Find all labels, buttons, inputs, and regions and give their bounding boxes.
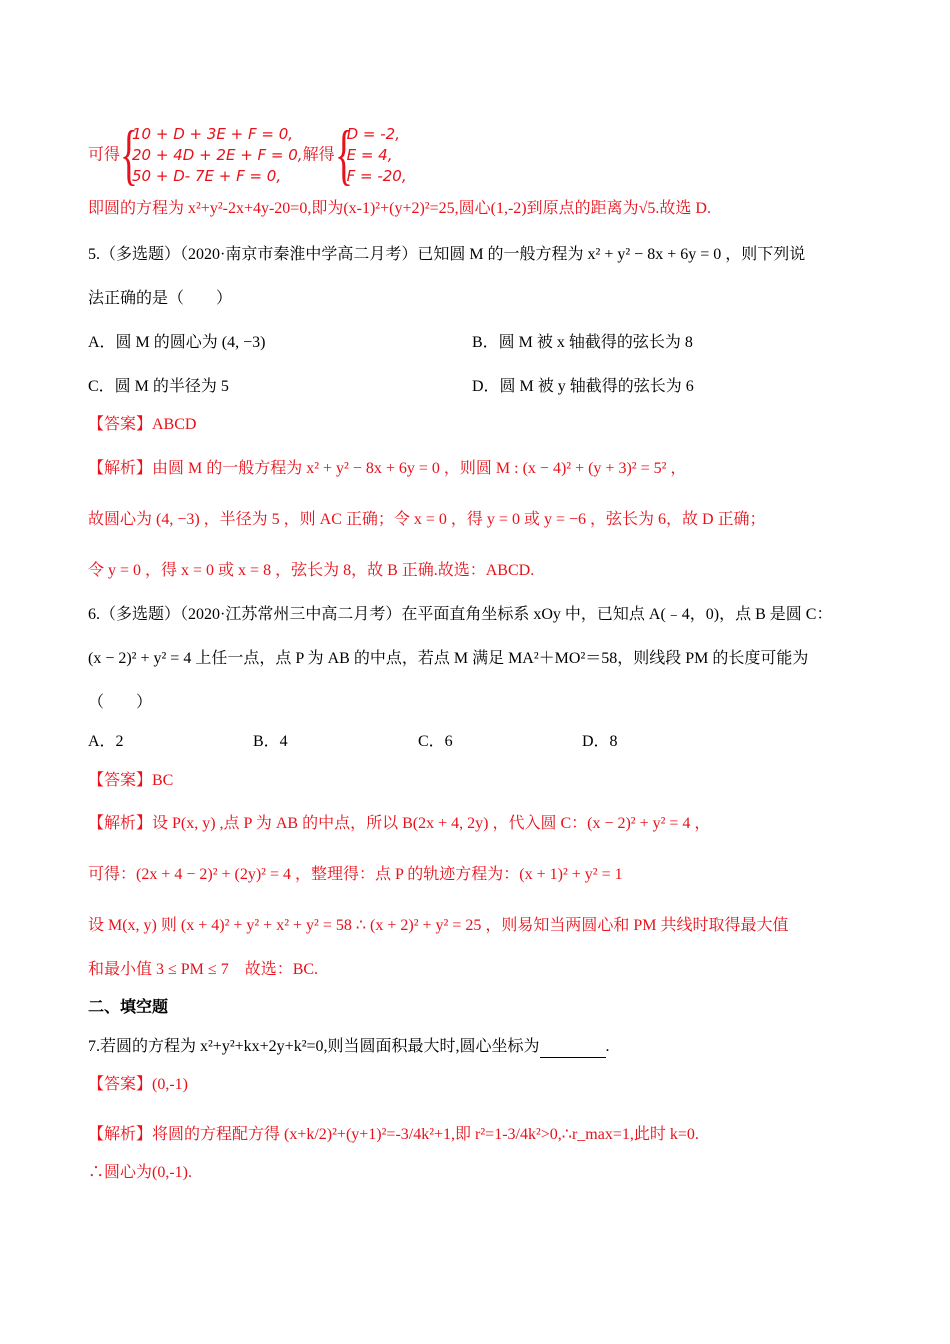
q7-stem: 7.若圆的方程为 x²+y²+kx+2y+k²=0,则当圆面积最大时,圆心坐标为 (88, 1038, 540, 1055)
q7-answer-blank (540, 1041, 606, 1058)
q6-answer: 【答案】BC (88, 772, 174, 789)
system-solution-line (88, 116, 407, 192)
solution-system: { D = -2, E = 4, F = -20, (334, 116, 407, 192)
q6-stem-line-3: （ ） (88, 694, 153, 711)
q5-option-c: C．圆 M 的半径为 5 (88, 378, 229, 395)
sys-sol-3: F = -20, (346, 167, 407, 185)
sys-sol-1: D = -2, (346, 125, 400, 143)
q6-option-d: D．8 (582, 733, 618, 750)
q6-analysis-1: 【解析】设 P(x, y) ,点 P 为 AB 的中点，所以 B(2x + 4, 2y) ，代入圆 C：(x − 2)² + y² = 4 ， (88, 815, 711, 832)
q5-answer: 【答案】ABCD (88, 416, 197, 433)
q5-stem-line-1: 5.（多选题）（2020·南京市秦淮中学高二月考）已知圆 M 的一般方程为 x² + y² − 8x + 6y = 0 ，则下列说 (88, 246, 806, 263)
q5-stem-line-2: 法正确的是（ ） (88, 290, 233, 307)
sys-sol-2: E = 4, (346, 146, 393, 164)
q4-conclusion: 即圆的方程为 x²+y²-2x+4y-20=0,即为(x-1)²+(y+2)²=25,圆心(1,-2)到原点的距离为√5.故选 D. (88, 200, 711, 217)
q5-option-b: B．圆 M 被 x 轴截得的弦长为 8 (472, 334, 693, 351)
q5-analysis-1: 【解析】由圆 M 的一般方程为 x² + y² − 8x + 6y = 0 ，则圆 M : (x − 4)² + (y + 3)² = 5² ， (88, 460, 687, 477)
q5-option-d: D．圆 M 被 y 轴截得的弦长为 6 (472, 378, 694, 395)
sys-prefix: 可得 (88, 146, 121, 164)
q7-analysis-1: 【解析】将圆的方程配方得 (x+k/2)²+(y+1)²=-3/4k²+1,即 r²=1-3/4k²>0,∴r_max=1,此时 k=0. (88, 1126, 699, 1143)
q6-stem-line-1: 6.（多选题）（2020·江苏常州三中高二月考）在平面直角坐标系 xOy 中，已知点 A(﹣4，0)，点 B 是圆 C： (88, 606, 833, 623)
q6-analysis-4: 和最小值 3 ≤ PM ≤ 7 故选：BC. (88, 961, 319, 978)
sys-eq-1: 10 + D + 3E + F = 0, (132, 125, 294, 143)
q5-analysis-3: 令 y = 0 ，得 x = 0 或 x = 8 ，弦长为 8，故 B 正确.故选：ABCD. (88, 562, 535, 579)
sys-mid: 解得 (302, 146, 335, 164)
q7-stem-end: . (605, 1038, 610, 1055)
q5-analysis-2: 故圆心为 (4, −3) ，半径为 5 ，则 AC 正确；令 x = 0 ，得 y = 0 或 y = −6 ，弦长为 6，故 D 正确； (88, 511, 766, 528)
q6-analysis-2: 可得：(2x + 4 − 2)² + (2y)² = 4 ，整理得：点 P 的轨迹方程为：(x + 1)² + y² = 1 (88, 866, 623, 883)
sys-eq-2: 20 + 4D + 2E + F = 0, (132, 146, 303, 164)
q7-stem-line (88, 1036, 610, 1058)
q7-answer: 【答案】(0,-1) (88, 1076, 188, 1093)
q7-analysis-2: ∴圆心为(0,-1). (88, 1164, 192, 1181)
q6-option-c: C．6 (418, 733, 453, 750)
q6-option-b: B．4 (253, 733, 288, 750)
q5-option-a: A．圆 M 的圆心为 (4, −3) (88, 334, 266, 351)
section-heading: 二、填空题 (88, 999, 169, 1016)
q6-analysis-3: 设 M(x, y) 则 (x + 4)² + y² + x² + y² = 58 ∴ (x + 2)² + y² = 25 ，则易知当两圆心和 PM 共线时取得最大值 (88, 917, 789, 934)
sys-eq-3: 50 + D- 7E + F = 0, (132, 167, 282, 185)
q6-stem-line-2: (x − 2)² + y² = 4 上任一点，点 P 为 AB 的中点，若点 M 满足 MA²＋MO²＝58，则线段 PM 的长度可能为 (88, 650, 809, 667)
q6-option-a: A．2 (88, 733, 124, 750)
equation-system: { 10 + D + 3E + F = 0, 20 + 4D + 2E + F = 0, 50 + D- 7E + F = 0, (120, 116, 303, 192)
